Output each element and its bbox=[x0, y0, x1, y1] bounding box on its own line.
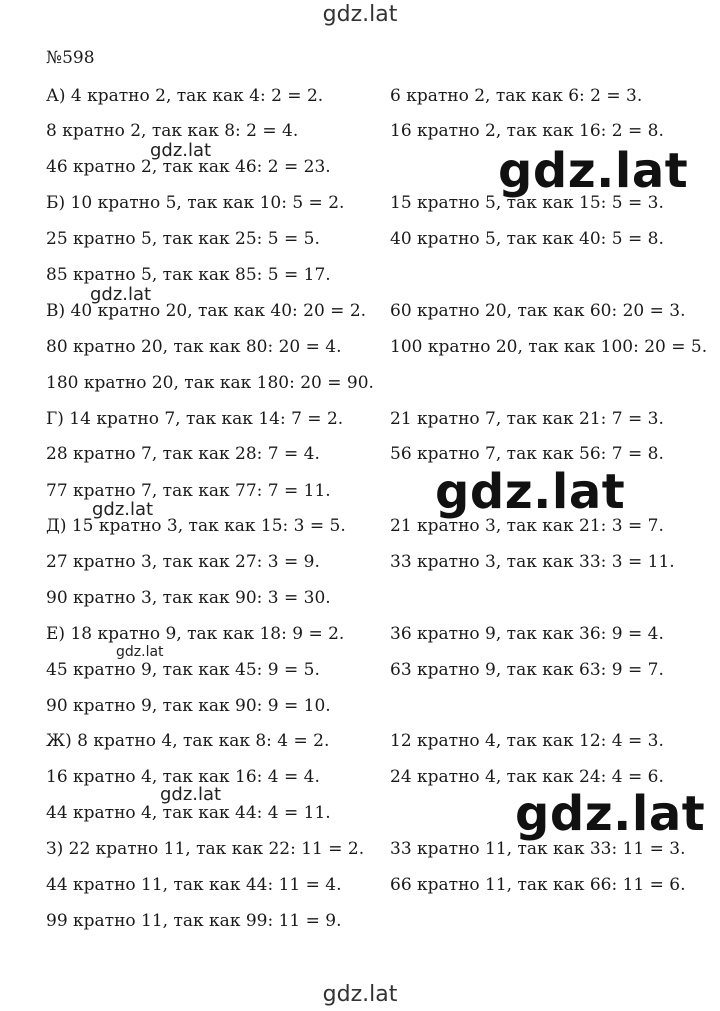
solution-line: 44 кратно 4, так как 44: 4 = 11. bbox=[46, 803, 331, 823]
solution-line: 36 кратно 9, так как 36: 9 = 4. bbox=[390, 624, 664, 644]
solution-line: В) 40 кратно 20, так как 40: 20 = 2. bbox=[46, 301, 367, 321]
solution-line: 66 кратно 11, так как 66: 11 = 6. bbox=[390, 875, 686, 895]
watermark-small: gdz.lat bbox=[90, 284, 152, 305]
solution-line: 33 кратно 3, так как 33: 3 = 11. bbox=[390, 552, 675, 572]
solution-line: Ж) 8 кратно 4, так как 8: 4 = 2. bbox=[46, 731, 330, 751]
solution-line: 28 кратно 7, так как 28: 7 = 4. bbox=[46, 444, 320, 464]
solution-line: 44 кратно 11, так как 44: 11 = 4. bbox=[46, 875, 342, 895]
solution-line: 16 кратно 2, так как 16: 2 = 8. bbox=[390, 121, 664, 141]
solution-line: 90 кратно 3, так как 90: 3 = 30. bbox=[46, 588, 331, 608]
solution-line: 180 кратно 20, так как 180: 20 = 90. bbox=[46, 373, 374, 393]
solution-line: 27 кратно 3, так как 27: 3 = 9. bbox=[46, 552, 320, 572]
solution-line: 12 кратно 4, так как 12: 4 = 3. bbox=[390, 731, 664, 751]
solution-line: 8 кратно 2, так как 8: 2 = 4. bbox=[46, 121, 299, 141]
watermark-small: gdz.lat bbox=[150, 140, 212, 161]
solution-line: 63 кратно 9, так как 63: 9 = 7. bbox=[390, 660, 664, 680]
solution-line: 6 кратно 2, так как 6: 2 = 3. bbox=[390, 86, 643, 106]
solution-line: 33 кратно 11, так как 33: 11 = 3. bbox=[390, 839, 686, 859]
solution-line: Б) 10 кратно 5, так как 10: 5 = 2. bbox=[46, 193, 345, 213]
watermark-large: gdz.lat bbox=[498, 143, 689, 199]
solution-line: 40 кратно 5, так как 40: 5 = 8. bbox=[390, 229, 664, 249]
solution-line: 24 кратно 4, так как 24: 4 = 6. bbox=[390, 767, 664, 787]
solution-line: 21 кратно 7, так как 21: 7 = 3. bbox=[390, 409, 664, 429]
watermark-bottom: gdz.lat bbox=[322, 982, 398, 1007]
watermark-large: gdz.lat bbox=[515, 786, 706, 842]
solution-line: З) 22 кратно 11, так как 22: 11 = 2. bbox=[46, 839, 365, 859]
solution-line: 60 кратно 20, так как 60: 20 = 3. bbox=[390, 301, 686, 321]
solution-line: Г) 14 кратно 7, так как 14: 7 = 2. bbox=[46, 409, 344, 429]
solution-line: 100 кратно 20, так как 100: 20 = 5. bbox=[390, 337, 708, 357]
solution-line: 16 кратно 4, так как 16: 4 = 4. bbox=[46, 767, 320, 787]
solution-line: Д) 15 кратно 3, так как 15: 3 = 5. bbox=[46, 516, 346, 536]
solution-line: А) 4 кратно 2, так как 4: 2 = 2. bbox=[46, 86, 324, 106]
solution-line: 99 кратно 11, так как 99: 11 = 9. bbox=[46, 911, 342, 931]
solution-line: Е) 18 кратно 9, так как 18: 9 = 2. bbox=[46, 624, 345, 644]
exercise-title: №598 bbox=[46, 48, 95, 68]
solution-line: 77 кратно 7, так как 77: 7 = 11. bbox=[46, 481, 331, 501]
solution-line: 56 кратно 7, так как 56: 7 = 8. bbox=[390, 444, 664, 464]
solution-line: 45 кратно 9, так как 45: 9 = 5. bbox=[46, 660, 320, 680]
solution-line: 80 кратно 20, так как 80: 20 = 4. bbox=[46, 337, 342, 357]
solution-line: 85 кратно 5, так как 85: 5 = 17. bbox=[46, 265, 331, 285]
solution-line: 90 кратно 9, так как 90: 9 = 10. bbox=[46, 696, 331, 716]
watermark-top: gdz.lat bbox=[322, 2, 398, 27]
solution-line: 46 кратно 2, так как 46: 2 = 23. bbox=[46, 157, 331, 177]
watermark-small: gdz.lat bbox=[160, 784, 222, 805]
watermark-small: gdz.lat bbox=[116, 644, 164, 660]
watermark-small: gdz.lat bbox=[92, 499, 154, 520]
solution-line: 21 кратно 3, так как 21: 3 = 7. bbox=[390, 516, 664, 536]
solution-line: 25 кратно 5, так как 25: 5 = 5. bbox=[46, 229, 320, 249]
watermark-large: gdz.lat bbox=[435, 464, 626, 520]
solution-line: 15 кратно 5, так как 15: 5 = 3. bbox=[390, 193, 664, 213]
